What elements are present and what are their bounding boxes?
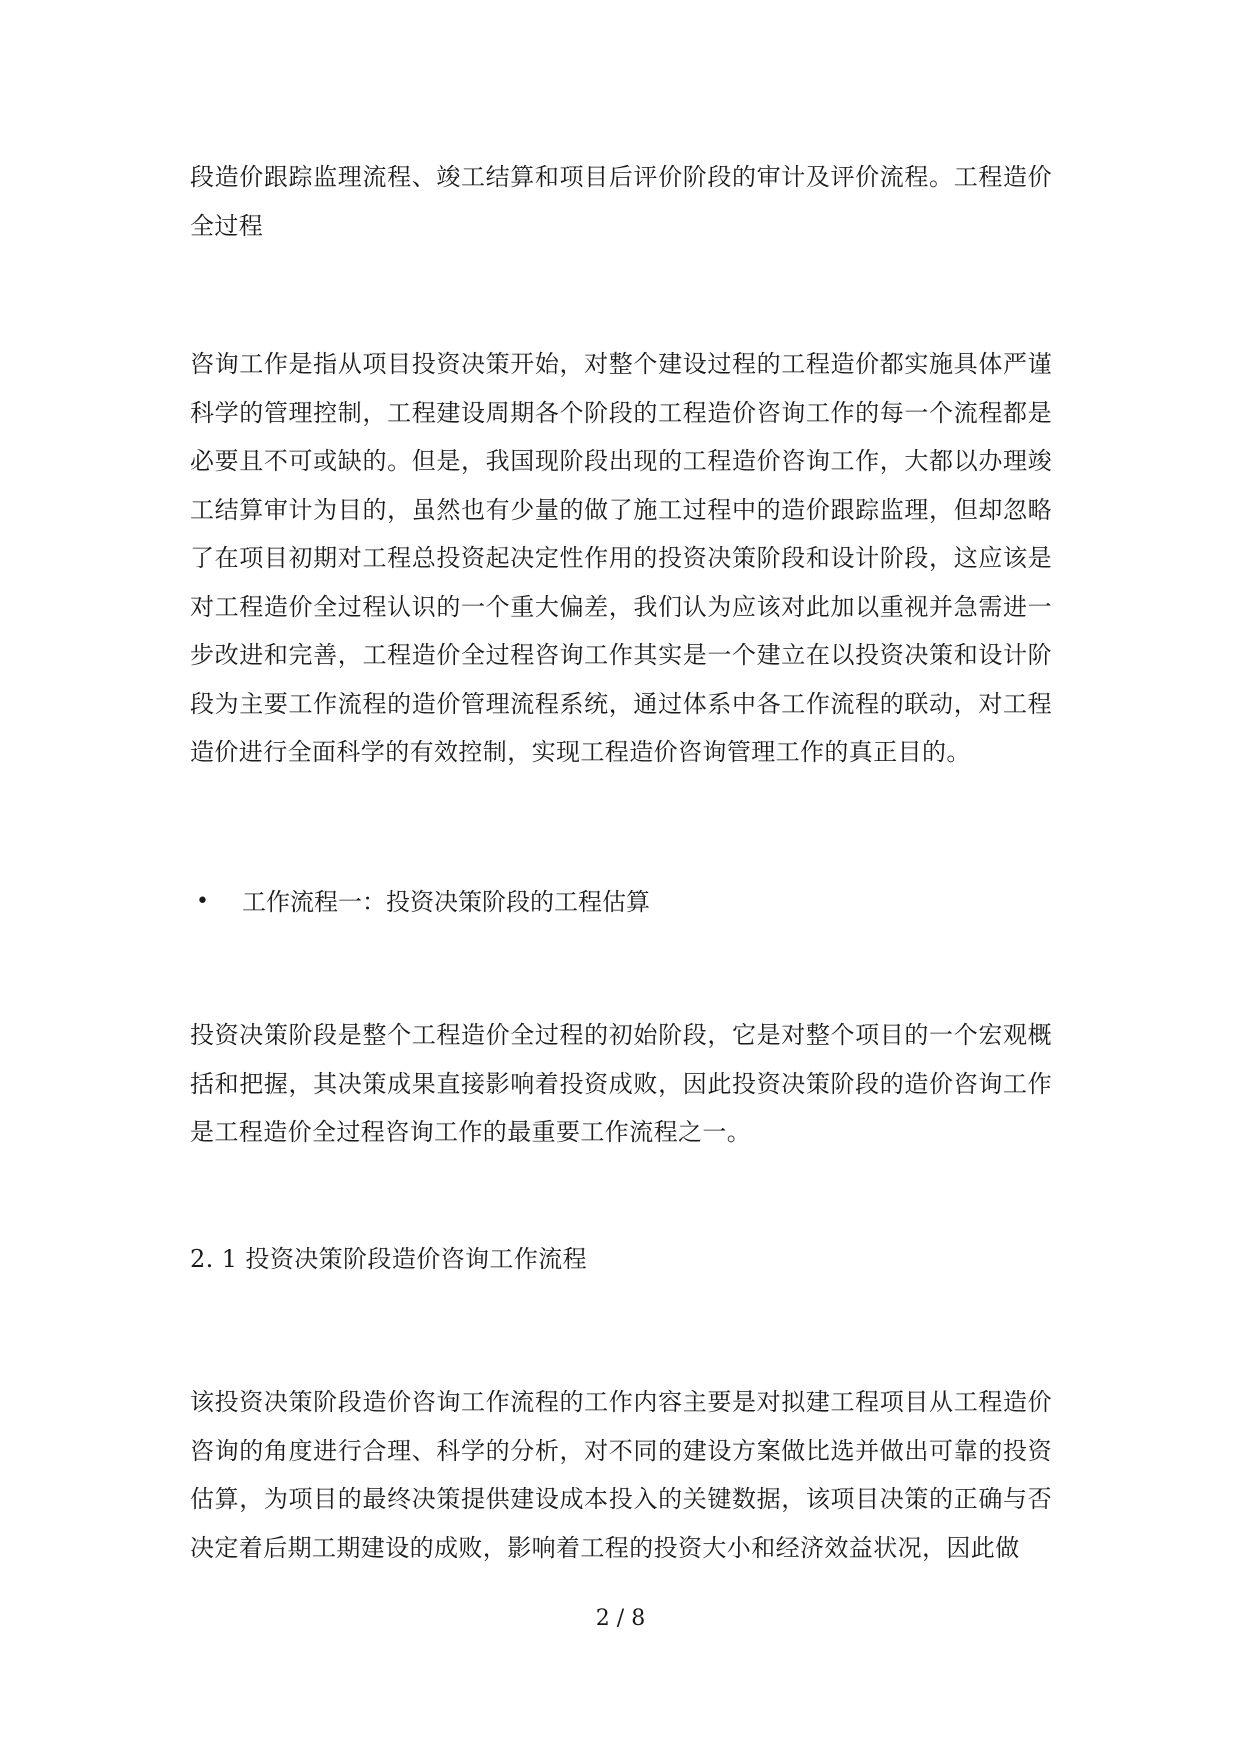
paragraph-continuation: 段造价跟踪监理流程、竣工结算和项目后评价阶段的审计及评价流程。工程造价全过程 <box>190 163 1052 240</box>
page-number: 2 / 8 <box>595 1606 646 1631</box>
paragraph-workflow-content: 该投资决策阶段造价咨询工作流程的工作内容主要是对拟建工程项目从工程造价咨询的角度进行合理、科学的分析，对不同的建设方案做比选并做出可靠的投资估算，为项目的最终决策提供建设成本投入的关键数据，该项目决策的正确与否决定着后期工期建设的成败，影响着工程的投资大小和经济效益状况，因此做 <box>190 1388 1052 1562</box>
bullet-item-workflow-one <box>196 878 650 926</box>
section-heading-2-1: 2. 1 投资决策阶段造价咨询工作流程 <box>190 1245 588 1273</box>
paragraph-investment-decision: 投资决策阶段是整个工程造价全过程的初始阶段，它是对整个项目的一个宏观概括和把握，其决策成果直接影响着投资成败，因此投资决策阶段的造价咨询工作是工程造价全过程咨询工作的最重要工作流程之一。 <box>190 1021 1052 1146</box>
paragraph-consulting-work: 咨询工作是指从项目投资决策开始，对整个建设过程的工程造价都实施具体严谨科学的管理控制，工程建设周期各个阶段的工程造价咨询工作的每一个流程都是必要且不可或缺的。但是，我国现阶段出现的工程造价咨询工作，大都以办理竣工结算审计为目的，虽然也有少量的做了施工过程中的造价跟踪监理，但却忽略了在项目初期对工程总投资起决定性作用的投资决策阶段和设计阶段，这应该是对工程造价全过程认识的一个重大偏差，我们认为应该对此加以重视并急需进一步改进和完善，工程造价全过程咨询工作其实是一个建立在以投资决策和设计阶段为主要工作流程的造价管理流程系统，通过体系中各工作流程的联动，对工程造价进行全面科学的有效控制，实现工程造价咨询管理工作的真正目的。 <box>190 350 1052 766</box>
bullet-icon: • <box>196 889 209 914</box>
bullet-item-label: 工作流程一：投资决策阶段的工程估算 <box>242 888 650 916</box>
